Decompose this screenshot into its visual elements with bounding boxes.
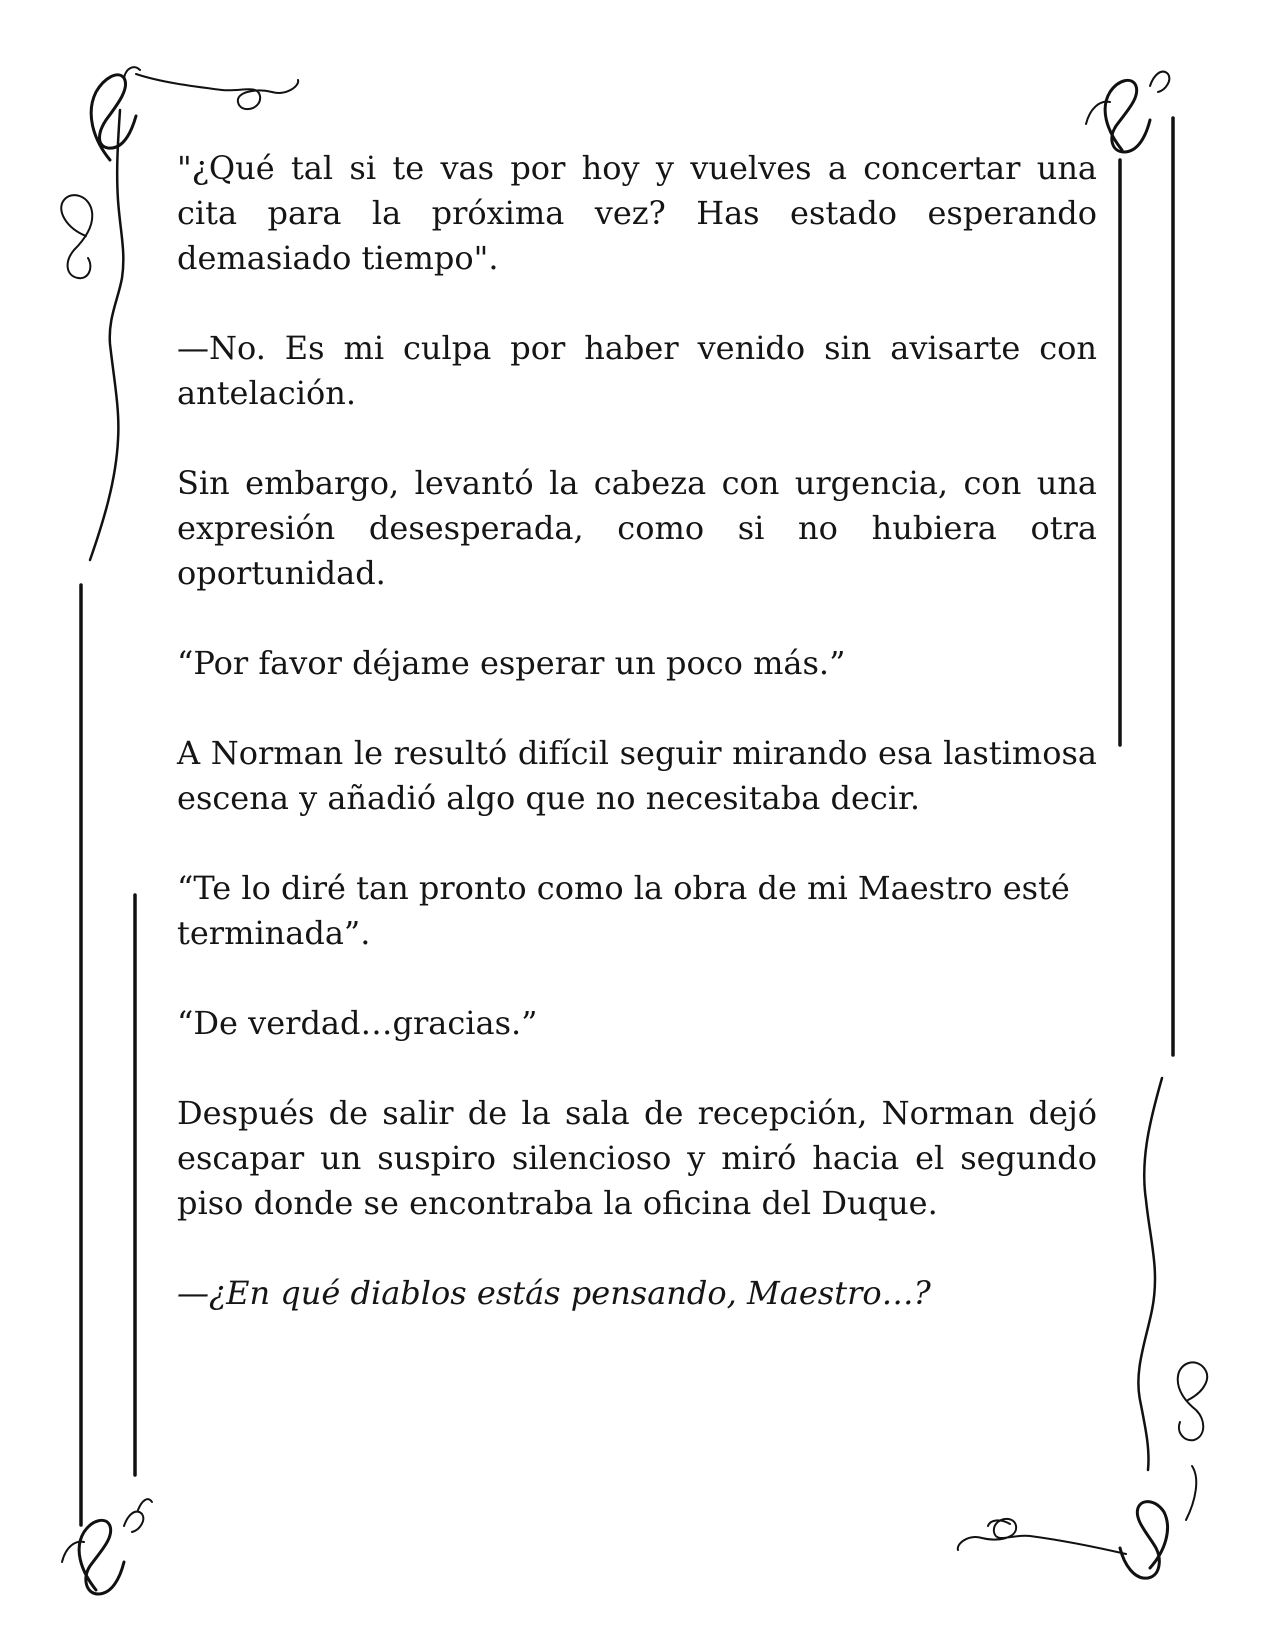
paragraph-italic: —¿En qué diablos estás pensando, Maestro…? bbox=[177, 1274, 931, 1312]
paragraph: Sin embargo, levantó la cabeza con urgencia, con una expresión desesperada, como si no hubiera otra oportunidad. bbox=[177, 464, 1097, 592]
paragraph: “De verdad…gracias.” bbox=[177, 1004, 538, 1042]
paragraph: "¿Qué tal si te vas por hoy y vuelves a concertar una cita para la próxima vez? Has estado esperando demasiado tiempo". bbox=[177, 149, 1097, 277]
top-right-flourish-icon bbox=[1086, 72, 1169, 152]
bottom-left-flourish-icon bbox=[62, 1499, 152, 1594]
paragraph: A Norman le resultó difícil seguir mirando esa lastimosa escena y añadió algo que no necesitaba decir. bbox=[177, 734, 1097, 817]
story-text bbox=[177, 146, 1097, 1361]
paragraph: —No. Es mi culpa por haber venido sin avisarte con antelación. bbox=[177, 329, 1097, 412]
paragraph: “Por favor déjame esperar un poco más.” bbox=[177, 644, 846, 682]
paragraph: Después de salir de la sala de recepción, Norman dejó escapar un suspiro silencioso y miró hacia el segundo piso donde se encontraba la oficina del Duque. bbox=[177, 1094, 1097, 1222]
paragraph: “Te lo diré tan pronto como la obra de mi Maestro esté terminada”. bbox=[177, 869, 1070, 952]
